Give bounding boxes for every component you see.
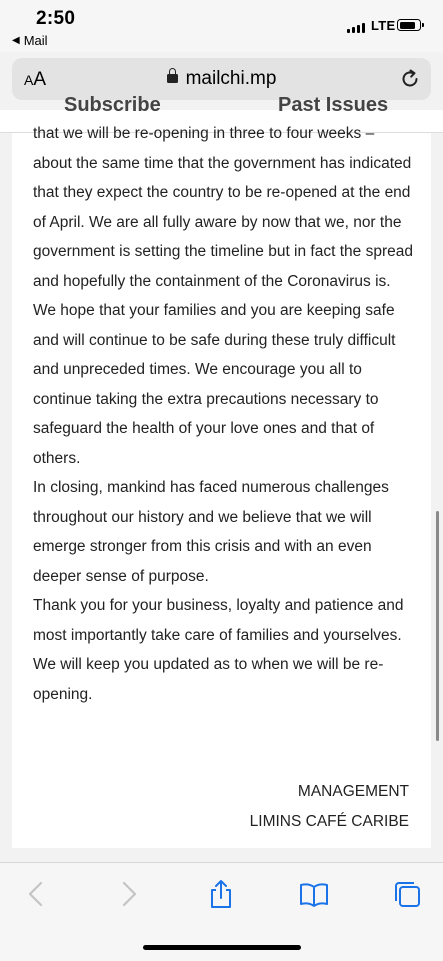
email-line: emerge stronger from this crisis and with an even bbox=[33, 538, 372, 555]
back-icon[interactable] bbox=[22, 879, 52, 909]
url-display[interactable] bbox=[12, 68, 431, 90]
home-indicator[interactable] bbox=[143, 945, 301, 950]
email-line: deeper sense of purpose. bbox=[33, 567, 209, 585]
cell-signal-icon bbox=[347, 22, 365, 33]
clock: 2:50 bbox=[36, 8, 76, 29]
email-line: that we will be re-opening in three to four weeks – bbox=[33, 125, 375, 142]
email-line: We hope that your families and you are keeping safe bbox=[33, 302, 395, 319]
past-issues-link[interactable]: Past Issues bbox=[278, 94, 389, 116]
web-page[interactable] bbox=[0, 94, 443, 848]
email-line: opening. bbox=[33, 685, 93, 703]
email-line: and will continue to be safe during these truly difficult bbox=[33, 331, 396, 349]
network-type: LTE bbox=[371, 18, 396, 33]
lock-icon bbox=[167, 74, 178, 83]
email-line: safeguard the health of your love ones and that of bbox=[33, 420, 375, 437]
status-bar bbox=[0, 0, 443, 52]
tabs-icon[interactable] bbox=[392, 879, 422, 909]
back-triangle-icon: ◀ bbox=[12, 35, 20, 46]
email-line: of April. We are all fully aware by now that we, nor the bbox=[33, 213, 402, 231]
email-line: that they expect the country to be re-opened at the end bbox=[33, 184, 411, 201]
email-line: about the same time that the government has indicated bbox=[33, 154, 412, 172]
email-line: most importantly take care of families and yourselves. bbox=[33, 626, 402, 644]
back-to-app-button[interactable] bbox=[12, 33, 48, 48]
share-icon[interactable] bbox=[206, 879, 236, 909]
email-line: government is setting the timeline but in fact the spread bbox=[33, 243, 413, 260]
email-line: Thank you for your business, loyalty and patience and bbox=[33, 597, 404, 614]
back-app-label: Mail bbox=[23, 33, 48, 48]
email-line: and hopefully the containment of the Coronavirus is. bbox=[33, 272, 391, 290]
subscribe-link[interactable]: Subscribe bbox=[64, 94, 161, 116]
signature-title: MANAGEMENT bbox=[297, 783, 409, 800]
text-size-large-label: A bbox=[33, 69, 47, 90]
scrollbar[interactable] bbox=[436, 511, 439, 741]
signature-name: LIMINS CAFÉ CARIBE bbox=[249, 813, 409, 830]
email-line: others. bbox=[33, 449, 81, 467]
email-text bbox=[33, 119, 423, 709]
battery-icon bbox=[397, 19, 421, 31]
email-line: continue taking the extra precautions necessary to bbox=[33, 390, 379, 408]
reload-icon[interactable] bbox=[399, 68, 421, 90]
email-line: We will keep you updated as to when we will be re- bbox=[33, 656, 384, 673]
text-size-small-label: A bbox=[24, 72, 34, 88]
email-line: and unpreceded times. We encourage you all to bbox=[33, 361, 362, 378]
url-text: mailchi.mp bbox=[185, 68, 277, 89]
email-body bbox=[12, 125, 431, 848]
bookmarks-icon[interactable] bbox=[299, 879, 329, 909]
forward-icon[interactable] bbox=[113, 879, 143, 909]
email-line: throughout our history and we believe that we will bbox=[33, 508, 372, 526]
email-line: In closing, mankind has faced numerous challenges bbox=[33, 479, 389, 496]
